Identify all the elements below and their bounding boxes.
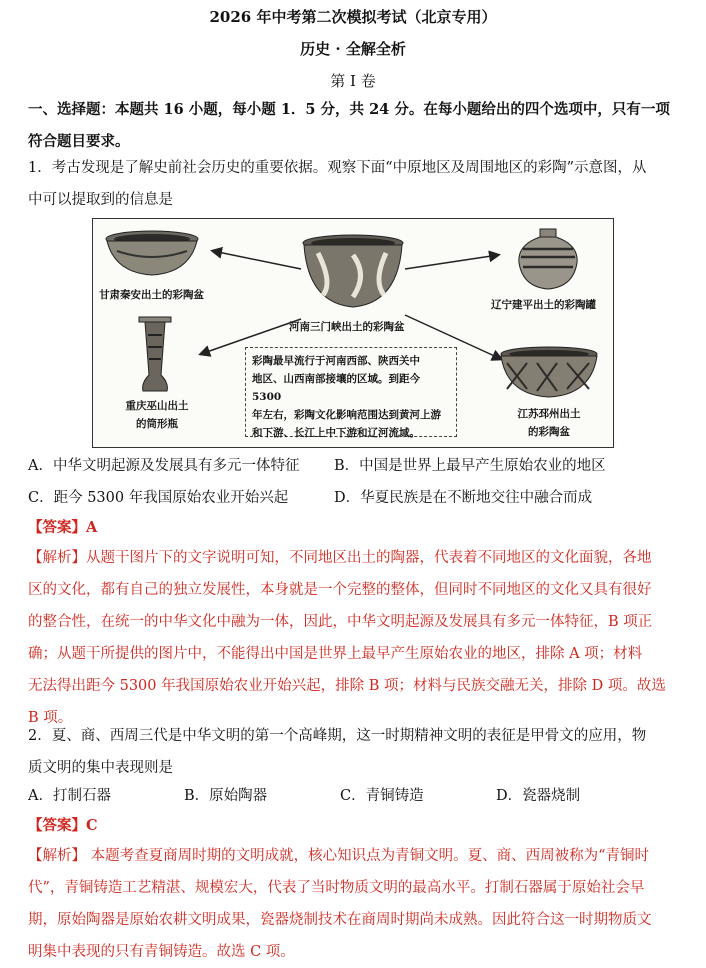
q2-analysis <box>28 840 683 968</box>
q2-stem-line: 2．夏、商、西周三代是中华文明的第一个高峰期，这一时期精神文明的表征是甲骨文的应用，物 <box>28 728 647 744</box>
q2-analysis-line: 【解析】 本题考查夏商周时期的文明成就，核心知识点为青铜文明。夏、商、西周被称为“青铜时 <box>28 848 650 864</box>
arrow-to-gansu <box>213 251 301 269</box>
label-liaoning: 辽宁建平出土的彩陶罐 <box>491 299 596 311</box>
label-chongqing <box>107 397 207 433</box>
q1-option-d[interactable]: D．华夏民族是在不断地交往中融合而成 <box>334 490 593 506</box>
label-jiangsu <box>497 405 601 441</box>
pottery-basin-icon <box>497 345 601 401</box>
q2-analysis-line: 明集中表现的只有青铜铸造。故选 C 项。 <box>28 944 295 960</box>
q2-analysis-line: 代”，青铜铸造工艺精湛、规模宏大，代表了当时物质文明的最高水平。打制石器属于原始社会早 <box>28 880 645 896</box>
q2-analysis-line: 期，原始陶器是原始农耕文明成果，瓷器烧制技术在商周时期尚未成熟。因此符合这一时期物质文 <box>28 912 652 928</box>
pottery-vase-icon <box>135 315 175 393</box>
figure-note <box>245 347 457 437</box>
section-heading <box>28 94 683 158</box>
q1-options <box>28 450 683 514</box>
q1-answer: 【答案】A <box>28 519 98 536</box>
q1-option-a[interactable]: A．中华文明起源及发展具有多元一体特征 <box>28 458 300 474</box>
pottery-jar-icon <box>513 227 583 293</box>
q2-options <box>28 780 683 812</box>
q1-analysis-line: 确；从题干所提供的图片中，不能得出中国是世界上最早产生原始农业的地区，排除 A 项；材料 <box>28 646 643 662</box>
q2-answer: 【答案】C <box>28 817 98 834</box>
q1-analysis-line: 【解析】从题干图片下的文字说明可知，不同地区出土的陶器，代表着不同地区的文化面貌，各地 <box>28 550 652 566</box>
q1-analysis-line: 的整合性，在统一的中华文化中融为一体，因此，中华文明起源及发展具有多元一体特征，B 项正 <box>28 614 653 630</box>
q1-stem <box>28 152 683 216</box>
pottery-basin-icon <box>298 233 408 313</box>
arrow-to-liaoning <box>405 255 498 269</box>
label-gansu: 甘肃秦安出土的彩陶盆 <box>99 289 204 301</box>
q2-stem-line: 质文明的集中表现则是 <box>28 760 173 776</box>
q1-option-c[interactable]: C．距今 5300 年我国原始农业开始兴起 <box>28 490 289 506</box>
q2-option-d[interactable]: D．瓷器烧制 <box>496 788 581 804</box>
q1-analysis-line: 无法得出距今 5300 年我国原始农业开始兴起，排除 B 项；材料与民族交融无关，排除 D 项。故选 <box>28 678 666 694</box>
pottery-basin-icon <box>103 229 201 279</box>
q1-analysis-line: 区的文化，都有自己的独立发展性，本身就是一个完整的整体，但同时不同地区的文化又具有很好 <box>28 582 652 598</box>
q2-option-a[interactable]: A．打制石器 <box>28 788 111 804</box>
note-line: 彩陶最早流行于河南西部、陕西关中 <box>252 355 420 367</box>
note-line: 和下游、长江上中下游和辽河流域。 <box>252 427 420 439</box>
note-line: 年左右，彩陶文化影响范围达到黄河上游 <box>252 409 441 421</box>
exam-title: 2026 年中考第二次模拟考试（北京专用） <box>209 8 497 26</box>
label-chongqing-line: 重庆巫山出土 <box>125 400 189 412</box>
q1-stem-line: 中可以提取到的信息是 <box>28 192 173 208</box>
label-jiangsu-line: 江苏邳州出土 <box>517 408 581 420</box>
q2-option-b[interactable]: B．原始陶器 <box>184 788 268 804</box>
label-jiangsu-line: 的彩陶盆 <box>528 426 570 438</box>
volume-label: 第 I 卷 <box>330 72 376 90</box>
q1-stem-line: 1．考古发现是了解史前社会历史的重要依据。观察下面“中原地区及周围地区的彩陶”示意图，从 <box>28 160 647 176</box>
q2-stem <box>28 720 683 784</box>
pottery-figure <box>92 218 614 448</box>
q1-analysis-line: B 项。 <box>28 710 73 726</box>
section-heading-line: 一、选择题：本题共 16 小题，每小题 1．5 分，共 24 分。在每小题给出的四个选项中，只有一项 <box>28 101 670 118</box>
note-line: 地区、山西南部接壤的区域。到距今 5300 <box>252 373 420 403</box>
label-henan: 河南三门峡出土的彩陶盆 <box>289 321 405 333</box>
q2-option-c[interactable]: C．青铜铸造 <box>340 788 424 804</box>
label-chongqing-line: 的筒形瓶 <box>136 418 178 430</box>
q1-option-b[interactable]: B．中国是世界上最早产生原始农业的地区 <box>334 458 606 474</box>
exam-subtitle: 历史 · 全解全析 <box>300 40 406 58</box>
section-heading-line: 符合题目要求。 <box>28 133 130 150</box>
q1-analysis <box>28 542 683 734</box>
